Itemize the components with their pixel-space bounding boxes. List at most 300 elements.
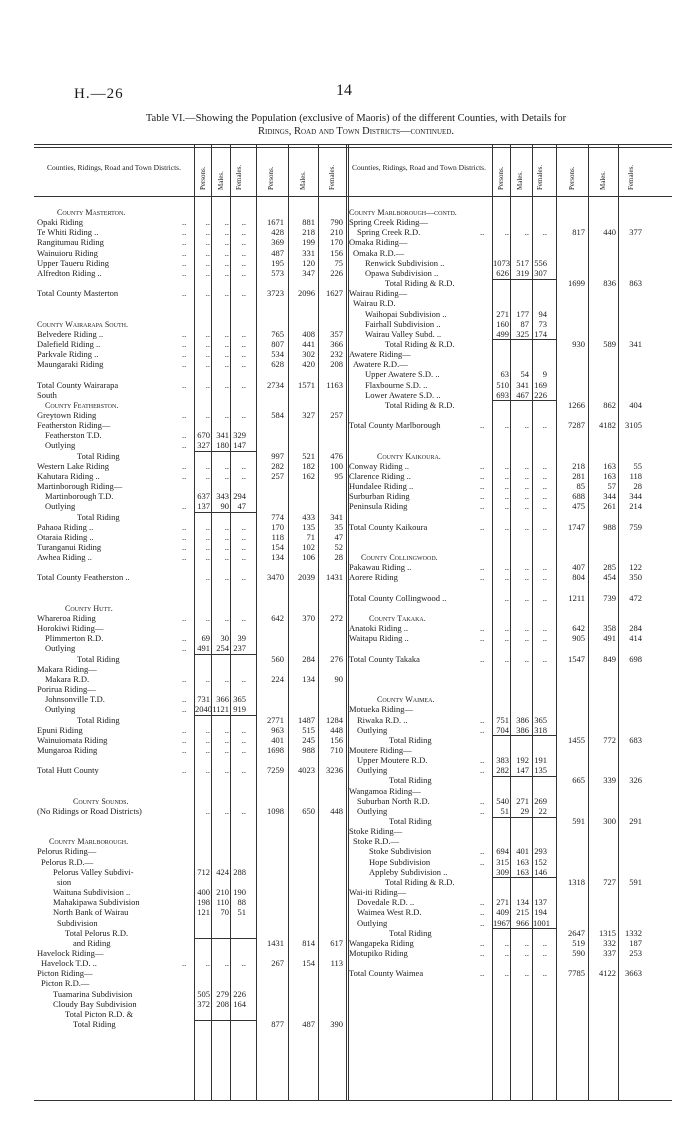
detail-value: .. — [542, 592, 547, 603]
detail-value: .. — [524, 481, 529, 492]
total-value: 390 — [330, 1019, 343, 1029]
detail-value: .. — [205, 541, 210, 552]
row-label: Outlying — [45, 643, 76, 654]
total-value: 257 — [330, 410, 343, 420]
section-heading: County Hutt. — [65, 603, 113, 613]
leader-dots: .. — [480, 623, 485, 634]
total-value: 1671 — [267, 217, 284, 228]
detail-value: 254 — [216, 643, 229, 654]
leader-dots: .. — [182, 552, 187, 563]
leader-dots: .. — [480, 491, 485, 502]
detail-value: 94 — [538, 308, 547, 319]
detail-value: .. — [524, 562, 529, 573]
row-label: Makara R.D. — [45, 673, 90, 684]
row-label: Pelorus R.D.— — [41, 856, 94, 867]
total-value: 102 — [302, 541, 315, 552]
total-value: 377 — [629, 227, 642, 238]
detail-value: .. — [205, 237, 210, 248]
row-label: Tuamarina Subdivision — [53, 988, 133, 999]
row-label: Wainuiomata Riding — [37, 734, 108, 745]
row-label: Rangitumau Riding — [37, 237, 104, 248]
detail-value: 386 — [516, 724, 529, 735]
column-header-females: Females. — [327, 164, 336, 190]
row-label: and Riding — [73, 937, 111, 948]
total-value: 339 — [603, 775, 616, 786]
row-label: (No Ridings or Road Districts) — [37, 805, 142, 816]
detail-value: 556 — [534, 257, 547, 268]
row-label: Total Riding — [389, 734, 432, 745]
detail-value: 54 — [520, 369, 529, 380]
detail-value: .. — [524, 623, 529, 634]
detail-value: .. — [504, 227, 509, 238]
total-value: 683 — [629, 734, 642, 745]
detail-value: .. — [224, 724, 229, 735]
detail-value: .. — [542, 968, 547, 979]
column-header-name: Counties, Ridings, Road and Town Districts. — [47, 163, 181, 172]
detail-value: .. — [205, 724, 210, 735]
detail-value: 2040 — [195, 704, 212, 715]
total-value: 414 — [629, 633, 642, 644]
total-value: 162 — [302, 470, 315, 481]
total-value: 118 — [629, 470, 642, 481]
total-value: 100 — [330, 460, 343, 471]
total-value: 650 — [302, 805, 315, 816]
row-label: South — [37, 389, 57, 400]
detail-value: .. — [241, 410, 246, 420]
row-label: Featherston Riding— — [37, 420, 111, 431]
detail-value: 365 — [233, 694, 246, 705]
total-value: 642 — [572, 623, 585, 634]
total-value: 284 — [302, 653, 315, 664]
detail-value: .. — [205, 247, 210, 258]
total-value: 881 — [302, 217, 315, 228]
row-label: Outlying — [45, 704, 76, 715]
total-value: 428 — [271, 227, 284, 238]
detail-value: 712 — [197, 866, 210, 877]
detail-value: .. — [241, 338, 246, 349]
total-value: 163 — [603, 460, 616, 471]
detail-value: .. — [205, 217, 210, 228]
leader-dots: .. — [182, 288, 187, 299]
detail-value: 180 — [216, 440, 229, 451]
row-label: Awhea Riding .. — [37, 552, 92, 563]
total-value: 154 — [302, 958, 315, 969]
row-label: Clarence Riding .. — [349, 470, 411, 481]
column-header-persons: Persons. — [198, 166, 207, 190]
detail-value: .. — [542, 633, 547, 644]
total-value: 267 — [271, 958, 284, 969]
detail-value: .. — [241, 288, 246, 299]
total-value: 331 — [302, 247, 315, 258]
total-value: 476 — [330, 450, 343, 461]
leader-dots: .. — [182, 359, 187, 370]
row-label: Plimmerton R.D. — [45, 633, 104, 644]
detail-value: .. — [205, 227, 210, 238]
detail-value: 919 — [233, 704, 246, 715]
leader-dots: .. — [182, 410, 187, 420]
leader-dots: .. — [480, 897, 485, 908]
total-value: 337 — [603, 947, 616, 958]
detail-value: .. — [241, 734, 246, 745]
total-value: 7785 — [568, 968, 585, 979]
detail-value: 69 — [201, 633, 210, 644]
row-label: Opaki Riding — [37, 217, 84, 228]
detail-value: 637 — [197, 491, 210, 502]
table-rule — [492, 776, 556, 777]
detail-value: .. — [241, 217, 246, 228]
total-value: 407 — [572, 562, 585, 573]
row-label: Belvedere Riding .. — [37, 328, 104, 339]
leader-dots: .. — [480, 917, 485, 928]
total-value: 195 — [271, 257, 284, 268]
total-value: 208 — [330, 359, 343, 370]
total-value: 57 — [607, 481, 616, 492]
detail-value: .. — [205, 359, 210, 370]
detail-value: .. — [241, 237, 246, 248]
row-label: Total Riding — [77, 714, 120, 725]
table-rule — [492, 735, 556, 736]
total-value: 2771 — [267, 714, 284, 725]
total-value: 276 — [330, 653, 343, 664]
leader-dots: .. — [480, 501, 485, 512]
total-value: 814 — [302, 937, 315, 948]
total-value: 440 — [603, 227, 616, 238]
detail-value: .. — [524, 937, 529, 948]
total-value: 341 — [330, 511, 343, 522]
total-value: 1571 — [298, 379, 315, 390]
detail-value: .. — [224, 349, 229, 360]
total-value: 2039 — [298, 572, 315, 583]
total-value: 332 — [603, 937, 616, 948]
detail-value: .. — [241, 247, 246, 258]
total-value: 245 — [302, 734, 315, 745]
total-value: 3470 — [267, 572, 284, 583]
total-value: 487 — [271, 247, 284, 258]
total-value: 4023 — [298, 765, 315, 776]
detail-value: .. — [241, 460, 246, 471]
row-label: Hope Subdivision — [369, 856, 431, 867]
leader-dots: .. — [480, 227, 485, 238]
detail-value: 198 — [197, 897, 210, 908]
row-label: Stoke R.D.— — [353, 836, 400, 847]
total-value: 1163 — [326, 379, 343, 390]
row-label: Total County Featherston .. — [37, 572, 130, 583]
detail-value: 208 — [216, 998, 229, 1009]
detail-value: 30 — [220, 633, 229, 644]
row-label: Dovedale R.D. .. — [357, 897, 415, 908]
detail-value: 751 — [496, 714, 509, 725]
detail-value: 110 — [216, 897, 229, 908]
detail-value: .. — [205, 349, 210, 360]
row-label: Total County Marlborough — [349, 420, 441, 431]
total-value: 55 — [633, 460, 642, 471]
total-value: 2096 — [298, 288, 315, 299]
detail-value: .. — [224, 521, 229, 532]
row-label: Spring Creek Riding— — [349, 217, 428, 228]
detail-value: .. — [224, 410, 229, 420]
detail-value: 191 — [534, 755, 547, 766]
row-label: Total Riding & R.D. — [385, 278, 455, 289]
detail-value: .. — [241, 765, 246, 776]
total-value: 52 — [334, 541, 343, 552]
detail-value: .. — [524, 572, 529, 583]
leader-dots: .. — [480, 521, 485, 532]
detail-value: .. — [241, 958, 246, 969]
detail-value: 226 — [233, 988, 246, 999]
detail-value: 670 — [197, 430, 210, 441]
detail-value: .. — [224, 338, 229, 349]
total-value: 817 — [572, 227, 585, 238]
detail-value: .. — [205, 328, 210, 339]
detail-value: 137 — [534, 897, 547, 908]
detail-value: 87 — [520, 318, 529, 329]
detail-value: .. — [504, 460, 509, 471]
detail-value: 288 — [233, 866, 246, 877]
detail-value: .. — [224, 257, 229, 268]
row-label: Total Riding — [73, 1019, 116, 1029]
leader-dots: .. — [182, 765, 187, 776]
detail-value: .. — [524, 470, 529, 481]
total-value: 369 — [271, 237, 284, 248]
leader-dots: .. — [480, 633, 485, 644]
detail-value: 626 — [496, 267, 509, 278]
row-label: Anatoki Riding .. — [349, 623, 409, 634]
row-label: Total Hutt County — [37, 765, 99, 776]
row-label: Martinborough T.D. — [45, 491, 114, 502]
total-value: 85 — [576, 481, 585, 492]
column-header-males: Males. — [516, 171, 524, 190]
table-rule — [492, 877, 556, 878]
detail-value: 271 — [496, 897, 509, 908]
row-label: Total County Masterton — [37, 288, 119, 299]
leader-dots: .. — [182, 531, 187, 542]
total-value: 232 — [330, 349, 343, 360]
row-label: Upper Awatere S.D. .. — [365, 369, 440, 380]
section-heading: County Collingwood. — [361, 553, 438, 563]
page-reference: H.—26 — [74, 86, 124, 102]
row-label: Appleby Subdivision .. — [369, 866, 448, 877]
detail-value: 135 — [534, 765, 547, 776]
leader-dots: .. — [182, 613, 187, 623]
detail-value: .. — [504, 653, 509, 664]
detail-value: .. — [224, 359, 229, 370]
leader-dots: .. — [480, 562, 485, 573]
detail-value: 467 — [516, 389, 529, 400]
row-label: Johnsonville T.D. — [45, 694, 105, 705]
detail-value: .. — [205, 958, 210, 969]
total-value: 357 — [330, 328, 343, 339]
detail-value: 215 — [516, 907, 529, 918]
total-value: 448 — [330, 805, 343, 816]
leader-dots: .. — [182, 470, 187, 481]
detail-value: .. — [542, 562, 547, 573]
detail-value: 279 — [216, 988, 229, 999]
total-value: 4122 — [599, 968, 616, 979]
detail-value: 1001 — [533, 917, 550, 928]
detail-value: .. — [224, 744, 229, 755]
leader-dots: .. — [182, 217, 187, 228]
total-value: 534 — [271, 349, 284, 360]
detail-value: .. — [241, 805, 246, 816]
row-label: Waihopai Subdivision .. — [365, 308, 447, 319]
detail-value: .. — [224, 805, 229, 816]
total-value: 272 — [330, 613, 343, 623]
table-rule — [492, 817, 556, 818]
total-value: 472 — [629, 592, 642, 603]
row-label: Waitapu Riding .. — [349, 633, 409, 644]
leader-dots: .. — [182, 704, 187, 715]
total-value: 589 — [603, 338, 616, 349]
total-value: 170 — [330, 237, 343, 248]
row-label: Havelock Riding— — [37, 947, 104, 958]
detail-value: .. — [224, 460, 229, 471]
total-value: 281 — [572, 470, 585, 481]
detail-value: 343 — [216, 491, 229, 502]
section-heading: County Takaka. — [369, 614, 426, 623]
total-value: 774 — [271, 511, 284, 522]
detail-value: 271 — [496, 308, 509, 319]
detail-value: 329 — [233, 430, 246, 441]
total-value: 988 — [603, 521, 616, 532]
detail-value: 194 — [534, 907, 547, 918]
detail-value: .. — [205, 744, 210, 755]
detail-value: .. — [224, 613, 229, 623]
detail-value: .. — [524, 592, 529, 603]
total-value: 7287 — [568, 420, 585, 431]
detail-value: .. — [224, 541, 229, 552]
total-value: 1318 — [568, 876, 585, 887]
column-header-males: Males. — [298, 171, 307, 190]
section-heading: County Kaikoura. — [377, 451, 441, 461]
detail-value: 269 — [534, 795, 547, 806]
total-value: 3236 — [326, 765, 343, 776]
total-value: 1431 — [267, 937, 284, 948]
row-label: Total County Kaikoura — [349, 521, 428, 532]
total-value: 836 — [603, 278, 616, 289]
total-value: 877 — [271, 1019, 284, 1029]
detail-value: 226 — [534, 389, 547, 400]
total-value: 1699 — [568, 278, 585, 289]
total-value: 1315 — [599, 927, 616, 938]
row-label: Martinborough Riding— — [37, 481, 123, 492]
leader-dots: .. — [182, 267, 187, 278]
row-label: Dalefield Riding .. — [37, 338, 101, 349]
total-value: 344 — [603, 491, 616, 502]
detail-value: .. — [205, 673, 210, 684]
detail-value: 163 — [516, 856, 529, 867]
row-label: Parkvale Riding .. — [37, 349, 99, 360]
row-label: Makara Riding— — [37, 663, 97, 674]
detail-value: .. — [205, 805, 210, 816]
detail-value: .. — [241, 673, 246, 684]
leader-dots: .. — [480, 572, 485, 583]
section-heading: County Masterton. — [57, 208, 126, 217]
detail-value: .. — [504, 501, 509, 512]
row-label: Havelock T.D. .. — [41, 958, 97, 969]
row-label: Outlying — [45, 501, 76, 512]
total-value: 454 — [603, 572, 616, 583]
row-label: Total Riding — [389, 775, 432, 786]
total-value: 401 — [271, 734, 284, 745]
row-label: Te Whiti Riding .. — [37, 227, 99, 238]
total-value: 1698 — [267, 744, 284, 755]
detail-value: .. — [224, 572, 229, 583]
detail-value: 294 — [233, 491, 246, 502]
row-label: Whareroa Riding — [37, 613, 96, 623]
section-heading: County Marlborough—contd. — [349, 208, 457, 217]
row-label: Outlying — [357, 917, 388, 928]
detail-value: 307 — [534, 267, 547, 278]
total-value: 257 — [271, 470, 284, 481]
detail-value: .. — [224, 217, 229, 228]
detail-value: .. — [224, 958, 229, 969]
detail-value: 327 — [197, 440, 210, 451]
row-label: Turanganui Riding — [37, 541, 102, 552]
detail-value: 318 — [534, 724, 547, 735]
row-label: Wai-iti Riding— — [349, 887, 407, 898]
row-label: Riwaka R.D. .. — [357, 714, 408, 725]
detail-value: 409 — [496, 907, 509, 918]
detail-value: .. — [241, 541, 246, 552]
leader-dots: .. — [480, 846, 485, 857]
total-value: 807 — [271, 338, 284, 349]
detail-value: .. — [504, 470, 509, 481]
total-value: 135 — [302, 521, 315, 532]
detail-value: 88 — [237, 897, 246, 908]
leader-dots: .. — [182, 643, 187, 654]
row-label: sion — [57, 876, 72, 887]
row-label: Total Riding — [389, 816, 432, 826]
total-value: 327 — [302, 410, 315, 420]
row-label: Horokiwi Riding— — [37, 623, 104, 634]
total-value: 358 — [603, 623, 616, 634]
detail-value: 1967 — [493, 917, 510, 928]
total-value: 433 — [302, 511, 315, 522]
row-label: Pelorus Valley Subdivi- — [53, 866, 134, 877]
detail-value: .. — [205, 410, 210, 420]
row-label: Fairhall Subdivision .. — [365, 318, 441, 329]
total-value: 560 — [271, 653, 284, 664]
detail-value: 137 — [197, 501, 210, 512]
detail-value: .. — [542, 481, 547, 492]
row-label: Porirua Riding— — [37, 684, 96, 695]
detail-value: .. — [205, 257, 210, 268]
total-value: 491 — [603, 633, 616, 644]
detail-value: 386 — [516, 714, 529, 725]
detail-value: .. — [542, 623, 547, 634]
table-rule — [492, 400, 556, 401]
leader-dots: .. — [182, 247, 187, 258]
leader-dots: .. — [480, 714, 485, 725]
total-value: 134 — [302, 673, 315, 684]
detail-value: .. — [205, 460, 210, 471]
total-value: 156 — [330, 247, 343, 258]
row-label: Flaxbourne S.D. .. — [365, 379, 428, 390]
detail-value: .. — [241, 349, 246, 360]
detail-value: 510 — [496, 379, 509, 390]
row-label: Total Riding — [77, 511, 120, 522]
total-value: 300 — [603, 816, 616, 826]
row-label: Opawa Subdivision .. — [365, 267, 439, 278]
detail-value: .. — [504, 562, 509, 573]
detail-value: 372 — [197, 998, 210, 1009]
row-label: Surburban Riding — [349, 491, 410, 502]
leader-dots: .. — [480, 947, 485, 958]
total-value: 1266 — [568, 399, 585, 410]
detail-value: 383 — [496, 755, 509, 766]
table-rule — [492, 339, 556, 340]
row-label: Pelorus Riding— — [37, 846, 97, 857]
